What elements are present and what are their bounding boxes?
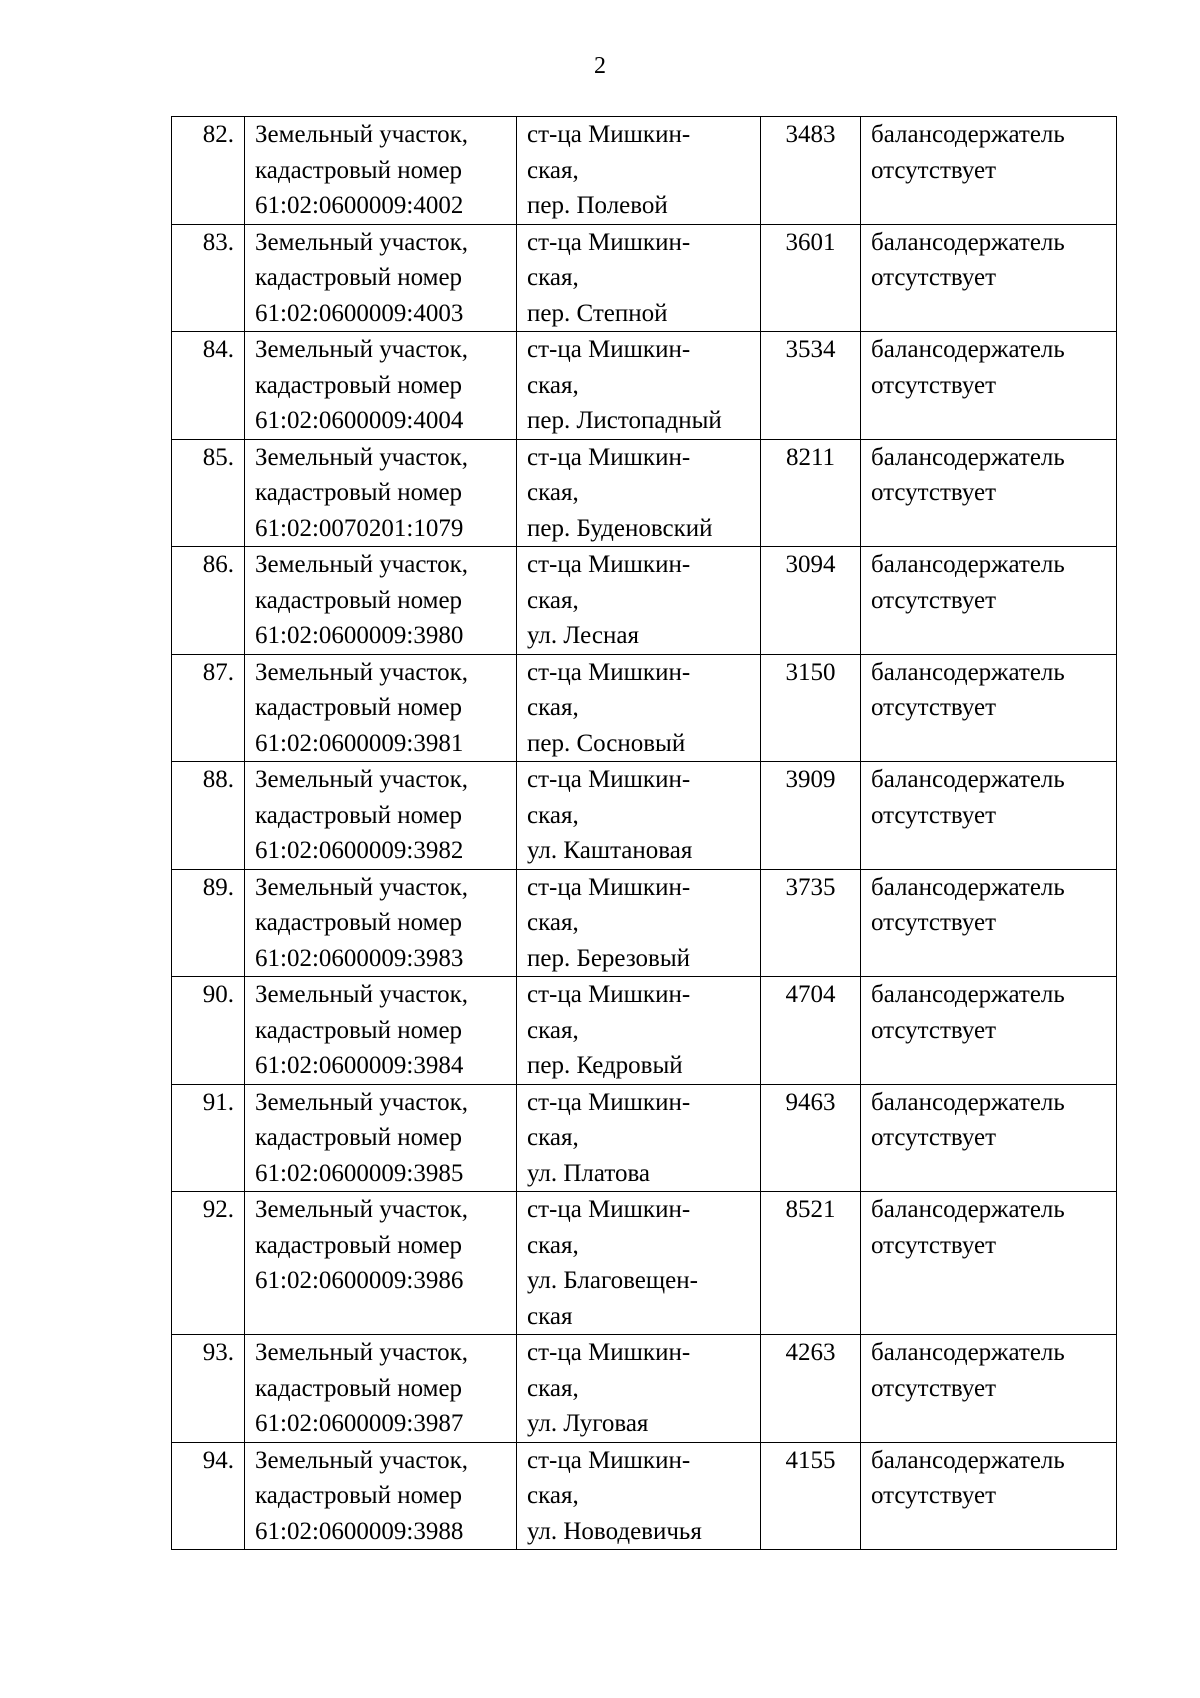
address-cell	[517, 977, 761, 1085]
area-cell: 4704	[761, 977, 861, 1085]
object-name-line: кадастровый номер	[255, 479, 463, 506]
row-number-cell: 88.	[172, 762, 245, 870]
address-line: ская,	[527, 479, 579, 506]
object-name-line: кадастровый номер	[255, 586, 463, 614]
address-cell	[517, 1335, 761, 1443]
row-number-cell: 89.	[172, 869, 245, 977]
object-name-line: 61:02:0600009:3984	[255, 1052, 464, 1079]
address-line: ст-ца Мишкин-	[527, 1088, 691, 1116]
object-name-line: Земельный участок,	[255, 658, 468, 686]
address-line: ст-ца Мишкин-	[527, 443, 691, 471]
owner-line: отсутствует	[871, 694, 997, 721]
address-line: ст-ца Мишкин-	[527, 228, 691, 256]
object-name-line: Земельный участок,	[255, 1196, 468, 1223]
object-name-line: Земельный участок,	[255, 766, 468, 793]
area-cell: 3735	[761, 869, 861, 977]
page-number: 2	[594, 53, 606, 79]
owner-cell	[861, 1335, 1117, 1443]
object-name-line: кадастровый номер	[255, 1124, 463, 1151]
address-line: пер. Буденовский	[527, 514, 713, 542]
address-line: ская,	[527, 694, 579, 721]
owner-line: балансодержатель	[871, 1196, 1065, 1223]
owner-line: отсутствует	[871, 371, 997, 399]
object-name-line: кадастровый номер	[255, 1482, 463, 1509]
object-name-line: кадастровый номер	[255, 1231, 463, 1259]
object-name-line: кадастровый номер	[255, 909, 463, 936]
table-row	[172, 1335, 1117, 1443]
address-line: ст-ца Мишкин-	[527, 873, 691, 901]
owner-cell	[861, 869, 1117, 977]
address-cell	[517, 1442, 761, 1550]
object-name-cell	[245, 1442, 517, 1550]
address-line: ст-ца Мишкин-	[527, 1339, 691, 1366]
area-cell: 4263	[761, 1335, 861, 1443]
row-number-cell: 82.	[172, 117, 245, 225]
address-line: ул. Лесная	[527, 622, 639, 649]
address-line: ская,	[527, 801, 579, 829]
address-line: ская,	[527, 371, 579, 399]
object-name-line: Земельный участок,	[255, 1446, 468, 1474]
area-cell: 8521	[761, 1192, 861, 1335]
owner-line: балансодержатель	[871, 1339, 1065, 1366]
owner-line: отсутствует	[871, 1482, 997, 1509]
row-number-cell: 92.	[172, 1192, 245, 1335]
row-number-cell: 83.	[172, 224, 245, 332]
table-row	[172, 117, 1117, 225]
address-line: ст-ца Мишкин-	[527, 551, 691, 578]
area-cell: 3483	[761, 117, 861, 225]
row-number-cell: 93.	[172, 1335, 245, 1443]
object-name-cell	[245, 654, 517, 762]
address-line: пер. Березовый	[527, 944, 691, 972]
table-body	[172, 117, 1117, 1550]
address-line: ул. Благовещен-	[527, 1267, 698, 1294]
row-number-cell: 87.	[172, 654, 245, 762]
owner-line: балансодержатель	[871, 443, 1065, 471]
owner-line: отсутствует	[871, 1016, 997, 1044]
owner-line: балансодержатель	[871, 336, 1065, 363]
table-row	[172, 977, 1117, 1085]
address-cell	[517, 1192, 761, 1335]
row-number-cell: 84.	[172, 332, 245, 440]
object-name-cell	[245, 332, 517, 440]
object-name-line: кадастровый номер	[255, 156, 463, 184]
owner-cell	[861, 439, 1117, 547]
owner-cell	[861, 762, 1117, 870]
object-name-line: кадастровый номер	[255, 1374, 463, 1402]
object-name-cell	[245, 117, 517, 225]
address-cell	[517, 439, 761, 547]
owner-cell	[861, 654, 1117, 762]
row-number-cell: 85.	[172, 439, 245, 547]
object-name-line: Земельный участок,	[255, 981, 468, 1008]
table-row	[172, 869, 1117, 977]
address-cell	[517, 547, 761, 655]
object-name-line: кадастровый номер	[255, 801, 463, 829]
table-row	[172, 332, 1117, 440]
table-row	[172, 224, 1117, 332]
owner-cell	[861, 977, 1117, 1085]
object-name-line: 61:02:0600009:3980	[255, 622, 464, 649]
table-row	[172, 439, 1117, 547]
object-name-line: 61:02:0600009:3985	[255, 1159, 464, 1187]
address-line: ст-ца Мишкин-	[527, 336, 691, 363]
address-cell	[517, 224, 761, 332]
owner-line: балансодержатель	[871, 981, 1065, 1008]
area-cell: 3534	[761, 332, 861, 440]
address-line: ская,	[527, 156, 579, 184]
row-number-cell: 90.	[172, 977, 245, 1085]
owner-line: отсутствует	[871, 909, 997, 936]
object-name-line: Земельный участок,	[255, 336, 468, 363]
owner-line: отсутствует	[871, 1231, 997, 1259]
owner-cell	[861, 1084, 1117, 1192]
address-cell	[517, 332, 761, 440]
owner-cell	[861, 224, 1117, 332]
object-name-cell	[245, 224, 517, 332]
address-line: ская,	[527, 1016, 579, 1044]
area-cell: 3094	[761, 547, 861, 655]
object-name-line: 61:02:0070201:1079	[255, 514, 464, 542]
table-row	[172, 654, 1117, 762]
object-name-line: Земельный участок,	[255, 121, 468, 148]
object-name-line: Земельный участок,	[255, 443, 468, 471]
object-name-cell	[245, 547, 517, 655]
object-name-cell	[245, 1192, 517, 1335]
object-name-line: 61:02:0600009:4002	[255, 192, 464, 219]
object-name-cell	[245, 439, 517, 547]
table-row	[172, 1084, 1117, 1192]
address-line: ст-ца Мишкин-	[527, 981, 691, 1008]
address-line: ст-ца Мишкин-	[527, 1196, 691, 1223]
address-line: ская,	[527, 909, 579, 936]
owner-line: балансодержатель	[871, 1446, 1065, 1474]
owner-cell	[861, 1192, 1117, 1335]
address-line: ская,	[527, 1124, 579, 1151]
owner-cell	[861, 1442, 1117, 1550]
owner-cell	[861, 547, 1117, 655]
address-line: ская	[527, 1302, 573, 1330]
owner-line: отсутствует	[871, 479, 997, 506]
address-line: ст-ца Мишкин-	[527, 121, 691, 148]
address-line: ская,	[527, 586, 579, 614]
area-cell: 8211	[761, 439, 861, 547]
object-name-line: Земельный участок,	[255, 873, 468, 901]
owner-line: отсутствует	[871, 264, 997, 291]
object-name-line: кадастровый номер	[255, 371, 463, 399]
object-name-line: 61:02:0600009:3988	[255, 1517, 464, 1545]
area-cell: 3150	[761, 654, 861, 762]
owner-line: балансодержатель	[871, 121, 1065, 148]
object-name-line: Земельный участок,	[255, 228, 468, 256]
owner-line: балансодержатель	[871, 228, 1065, 256]
object-name-cell	[245, 762, 517, 870]
owner-line: балансодержатель	[871, 766, 1065, 793]
address-line: ст-ца Мишкин-	[527, 766, 691, 793]
owner-line: отсутствует	[871, 801, 997, 829]
address-line: пер. Листопадный	[527, 407, 722, 434]
address-cell	[517, 1084, 761, 1192]
object-name-cell	[245, 1335, 517, 1443]
table-row	[172, 1442, 1117, 1550]
address-line: ская,	[527, 1231, 579, 1259]
owner-cell	[861, 332, 1117, 440]
owner-line: отсутствует	[871, 156, 997, 184]
area-cell: 3601	[761, 224, 861, 332]
owner-line: отсутствует	[871, 1374, 997, 1402]
object-name-line: 61:02:0600009:3982	[255, 837, 464, 864]
object-name-line: кадастровый номер	[255, 1016, 463, 1044]
owner-line: отсутствует	[871, 1124, 997, 1151]
area-cell: 3909	[761, 762, 861, 870]
object-name-line: кадастровый номер	[255, 264, 463, 291]
address-line: ул. Луговая	[527, 1410, 649, 1437]
land-plots-table	[171, 116, 1117, 1550]
table-row	[172, 547, 1117, 655]
object-name-line: 61:02:0600009:3981	[255, 729, 464, 757]
owner-line: балансодержатель	[871, 551, 1065, 578]
address-line: пер. Кедровый	[527, 1052, 683, 1079]
address-line: пер. Степной	[527, 299, 668, 327]
object-name-line: 61:02:0600009:3983	[255, 944, 464, 972]
table-row	[172, 1192, 1117, 1335]
owner-line: отсутствует	[871, 586, 997, 614]
object-name-line: кадастровый номер	[255, 694, 463, 721]
address-line: ул. Новодевичья	[527, 1517, 702, 1545]
address-line: ул. Платова	[527, 1159, 651, 1187]
object-name-line: 61:02:0600009:3987	[255, 1410, 464, 1437]
address-cell	[517, 654, 761, 762]
address-line: ул. Каштановая	[527, 837, 693, 864]
object-name-line: 61:02:0600009:4003	[255, 299, 464, 327]
address-cell	[517, 762, 761, 870]
object-name-line: 61:02:0600009:3986	[255, 1267, 464, 1294]
address-cell	[517, 117, 761, 225]
row-number-cell: 94.	[172, 1442, 245, 1550]
owner-line: балансодержатель	[871, 1088, 1065, 1116]
row-number-cell: 86.	[172, 547, 245, 655]
object-name-line: Земельный участок,	[255, 1339, 468, 1366]
address-line: ская,	[527, 264, 579, 291]
address-line: ская,	[527, 1374, 579, 1402]
address-line: пер. Полевой	[527, 192, 668, 219]
object-name-cell	[245, 869, 517, 977]
address-line: ст-ца Мишкин-	[527, 1446, 691, 1474]
object-name-line: Земельный участок,	[255, 551, 468, 578]
object-name-line: 61:02:0600009:4004	[255, 407, 464, 434]
owner-line: балансодержатель	[871, 658, 1065, 686]
owner-line: балансодержатель	[871, 873, 1065, 901]
address-line: ская,	[527, 1482, 579, 1509]
area-cell: 9463	[761, 1084, 861, 1192]
address-line: пер. Сосновый	[527, 729, 686, 757]
address-cell	[517, 869, 761, 977]
object-name-line: Земельный участок,	[255, 1088, 468, 1116]
owner-cell	[861, 117, 1117, 225]
table-row	[172, 762, 1117, 870]
object-name-cell	[245, 977, 517, 1085]
row-number-cell: 91.	[172, 1084, 245, 1192]
address-line: ст-ца Мишкин-	[527, 658, 691, 686]
area-cell: 4155	[761, 1442, 861, 1550]
object-name-cell	[245, 1084, 517, 1192]
